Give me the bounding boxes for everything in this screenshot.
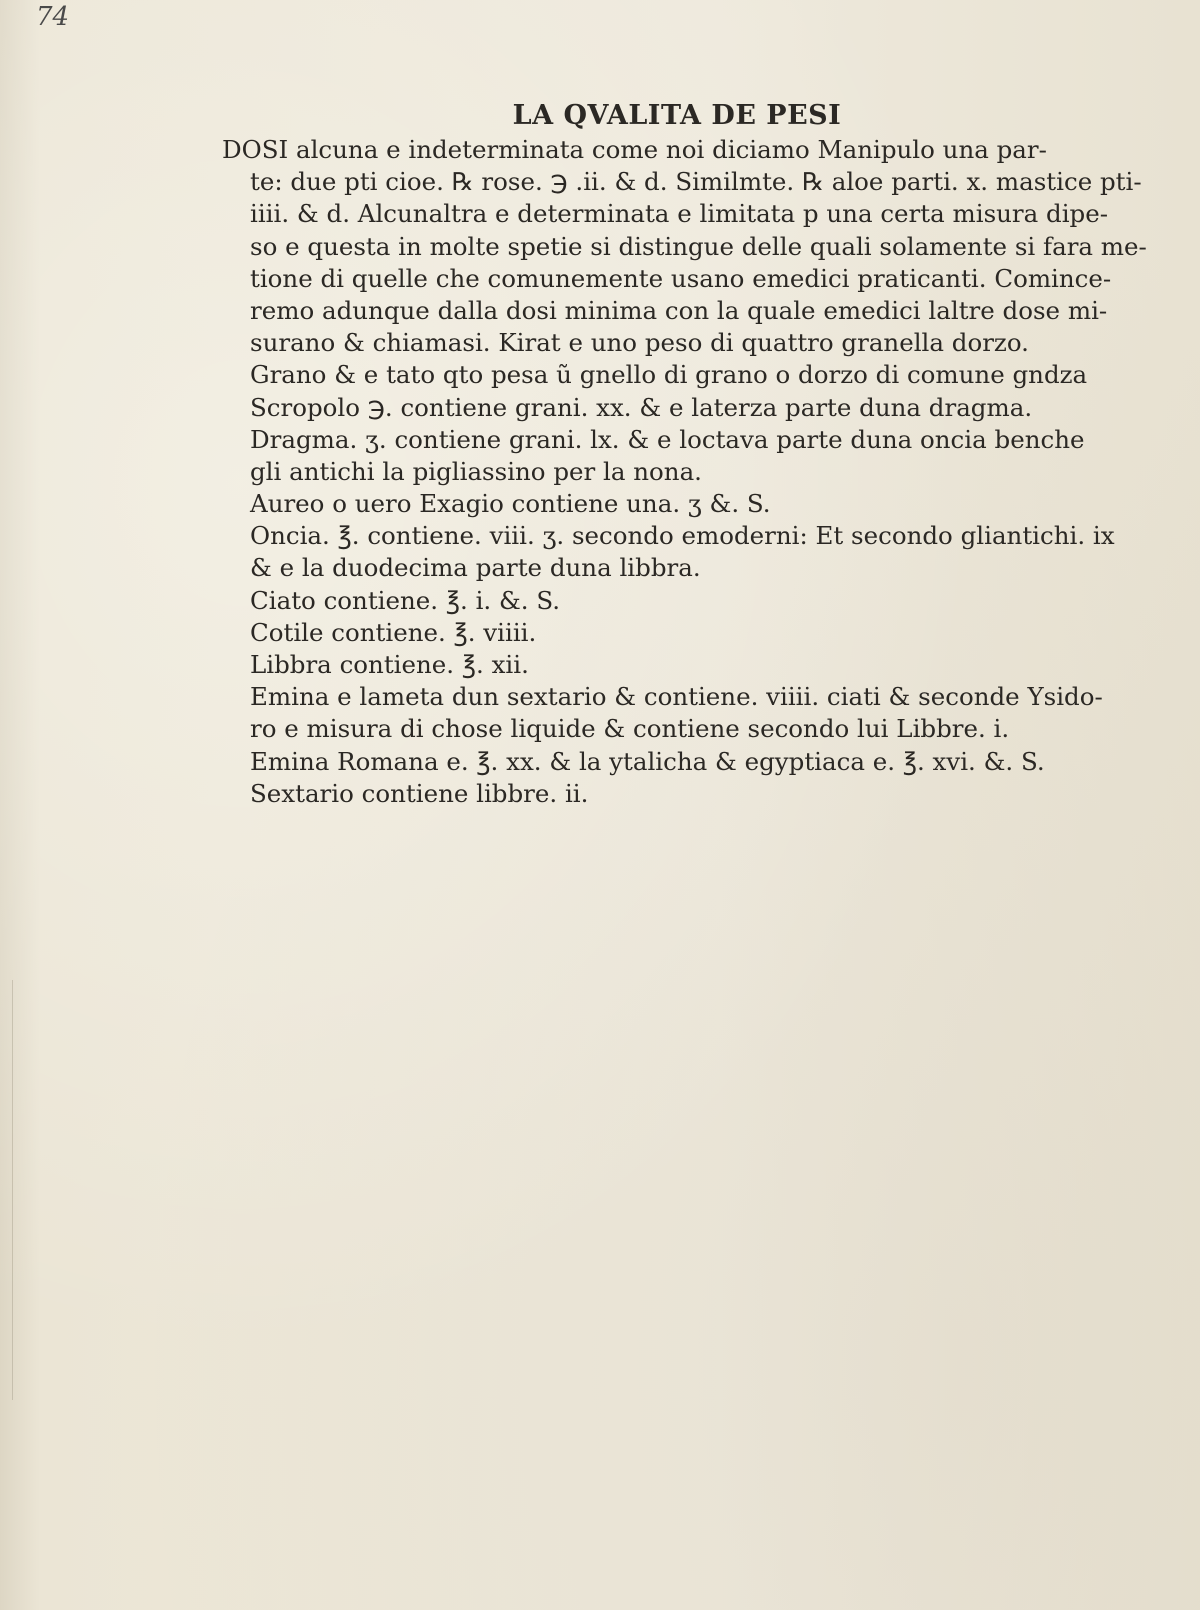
- text-line: tione di quelle che comunemente usano emedici praticanti. Comince-: [250, 263, 1112, 293]
- text-line: te: due pti cioe. ℞ rose. ℈ .ii. & d. Similmte. ℞ aloe parti. x. mastice pti-: [250, 167, 1142, 197]
- handwritten-page-number: 74: [36, 2, 70, 32]
- text-line: Grano & e tato qto pesa ũ gnello di grano o dorzo di comune gndza: [250, 360, 1088, 390]
- text-line: Scropolo ℈. contiene grani. xx. & e laterza parte duna dragma.: [250, 392, 1033, 422]
- text-line: Sextario contiene libbre. ii.: [250, 778, 589, 808]
- text-line: surano & chiamasi. Kirat e uno peso di quattro granella dorzo.: [250, 328, 1029, 358]
- text-line: Ciato contiene. ℥. i. &. S.: [250, 585, 561, 615]
- text-line: Emina Romana e. ℥. xx. & la ytalicha & egyptiaca e. ℥. xvi. &. S.: [250, 746, 1045, 776]
- text-line: Oncia. ℥. contiene. viii. ʒ. secondo emoderni: Et secondo gliantichi. ix: [250, 521, 1115, 551]
- text-line: ro e misura di chose liquide & contiene secondo lui Libbre. i.: [250, 714, 1010, 744]
- text-line: Libbra contiene. ℥. xii.: [250, 650, 529, 679]
- running-title: LA QVALITA DE PESI: [512, 100, 842, 131]
- text-block: [222, 98, 1147, 810]
- text-line: gli antichi la pigliassino per la nona.: [250, 456, 702, 486]
- text-line: & e la duodecima parte duna libbra.: [250, 553, 701, 583]
- text-line: Aureo o uero Exagio contiene una. ʒ &. S.: [250, 489, 771, 519]
- text-line: Cotile contiene. ℥. viiii.: [250, 617, 537, 647]
- text-line: Dragma. ʒ. contiene grani. lx. & e loctava parte duna oncia benche: [250, 424, 1085, 454]
- text-line: remo adunque dalla dosi minima con la quale emedici laltre dose mi-: [250, 295, 1108, 325]
- text-line: Emina e lameta dun sextario & contiene. viiii. ciati & seconde Ysido-: [250, 682, 1103, 712]
- page-edge-line: [12, 980, 13, 1400]
- text-line: so e questa in molte spetie si distingue delle quali solamente si fara me-: [250, 231, 1147, 261]
- text-line: iiii. & d. Alcunaltra e determinata e limitata p una certa misura dipe-: [250, 199, 1109, 229]
- text-line: DOSI alcuna e indeterminata come noi diciamo Manipulo una par-: [222, 135, 1047, 164]
